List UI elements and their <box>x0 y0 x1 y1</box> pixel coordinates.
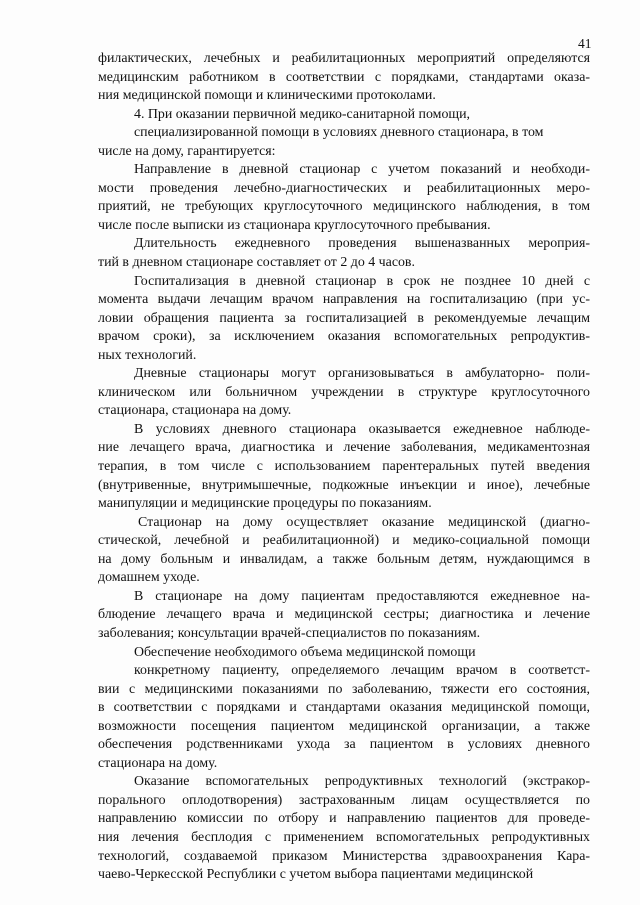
paragraph <box>98 106 590 125</box>
text-line: 4. При оказании первичной медико-санитарной помощи, <box>134 106 470 122</box>
text-line: ловии обращения пациента за госпитализацией в рекомендуемые лечащим <box>98 310 590 326</box>
paragraph <box>98 588 590 644</box>
text-line: стационара на дому. <box>98 755 218 771</box>
paragraph <box>98 124 590 143</box>
text-line: конкретному пациенту, определяемого лечащим врачом в соответст- <box>134 663 590 679</box>
paragraph <box>98 235 590 272</box>
text-line: Стационар на дому осуществляет оказание медицинской (диагно- <box>138 514 590 530</box>
paragraph <box>98 644 590 663</box>
text-line: специализированной помощи в условиях дневного стационара, в том <box>134 125 544 141</box>
text-line: приятий, не требующих круглосуточного медицинского наблюдения, в том <box>98 199 590 215</box>
text-line: ния лечения бесплодия с применением вспомогательных репродуктивных <box>98 829 590 845</box>
text-line: ние лечащего врача, диагностика и лечение заболевания, медикаментозная <box>98 440 590 456</box>
text-line: медицинским работником в соответствии с порядками, стандартами оказа- <box>98 69 590 85</box>
paragraph <box>98 50 590 106</box>
text-line: Госпитализация в дневной стационар в срок не позднее 10 дней с <box>134 273 590 289</box>
paragraph <box>98 365 590 421</box>
text-line: числе на дому, гарантируется: <box>98 143 276 159</box>
text-line: Обеспечение необходимого объема медицинской помощи <box>134 644 476 660</box>
paragraph <box>98 273 590 366</box>
text-line: стационара, стационара на дому. <box>98 403 292 419</box>
text-line: манипуляции и медицинские процедуры по показаниям. <box>98 496 432 512</box>
text-line: ния медицинской помощи и клиническими протоколами. <box>98 88 436 104</box>
paragraph <box>98 773 590 884</box>
text-line: вии с медицинскими показаниями по заболеванию, тяжести его состояния, <box>98 681 590 697</box>
text-line: заболевания; консультации врачей-специалистов по показаниям. <box>98 625 481 641</box>
text-line: возможности посещения пациентом медицинской организации, а также <box>98 718 590 734</box>
text-line: блюдение лечащего врача и медицинской сестры; диагностика и лечение <box>98 607 590 623</box>
text-line: тий в дневном стационаре составляет от 2 до 4 часов. <box>98 255 415 271</box>
paragraph <box>98 662 590 773</box>
text-line: домашнем уходе. <box>98 570 200 586</box>
text-line: ных технологий. <box>98 347 197 363</box>
paragraph <box>98 514 590 588</box>
text-line: в соответствии с порядками и стандартами оказания медицинской помощи, <box>98 700 590 716</box>
paragraph <box>98 143 590 162</box>
text-line: Направление в дневной стационар с учетом показаний и необходи- <box>134 162 590 178</box>
text-line: технологий, создаваемой приказом Министерства здравоохранения Кара- <box>98 848 590 864</box>
text-line: Длительность ежедневного проведения вышеназванных мероприя- <box>134 236 590 252</box>
text-line: Оказание вспомогательных репродуктивных технологий (экстракор- <box>134 774 590 790</box>
text-line: направлению комиссии по отбору и направлению пациентов для проведе- <box>98 811 590 827</box>
text-line: порального оплодотворения) застрахованным лицам осуществляется по <box>98 792 590 808</box>
text-line: обеспечения родственниками ухода за пациентом в условиях дневного <box>98 737 590 753</box>
text-line: В стационаре на дому пациентам предоставляются ежедневное на- <box>134 588 590 604</box>
text-line: на дому больным и инвалидам, а также больным детям, нуждающимся в <box>98 551 590 567</box>
paragraph <box>98 421 590 514</box>
text-line: врачом сроки), за исключением оказания вспомогательных репродуктив- <box>98 329 590 345</box>
text-line: Дневные стационары могут организовываться в амбулаторно- поли- <box>134 366 590 382</box>
text-line: клиническом или больничном учреждении в структуре круглосуточного <box>98 384 590 400</box>
text-line: чаево-Черкесской Республики с учетом выбора пациентами медицинской <box>98 867 534 883</box>
text-line: числе после выписки из стационара круглосуточного пребывания. <box>98 217 491 233</box>
paragraph <box>98 161 590 235</box>
text-line: момента выдачи лечащим врачом направления на госпитализацию (при ус- <box>98 292 590 308</box>
page-number: 41 <box>578 36 592 51</box>
text-line: филактических, лечебных и реабилитационных мероприятий определяются <box>98 51 590 66</box>
text-line: мости проведения лечебно-диагностических и реабилитационных меро- <box>98 180 590 196</box>
text-line: терапия, в том числе с использованием парентеральных путей введения <box>98 459 590 475</box>
text-line: стической, лечебной и реабилитационной) и медико-социальной помощи <box>98 533 590 549</box>
text-line: В условиях дневного стационара оказывается ежедневное наблюде- <box>134 421 590 437</box>
text-line: (внутривенные, внутримышечные, подкожные инъекции и иное), лечебные <box>98 477 590 493</box>
document-body <box>98 50 590 885</box>
